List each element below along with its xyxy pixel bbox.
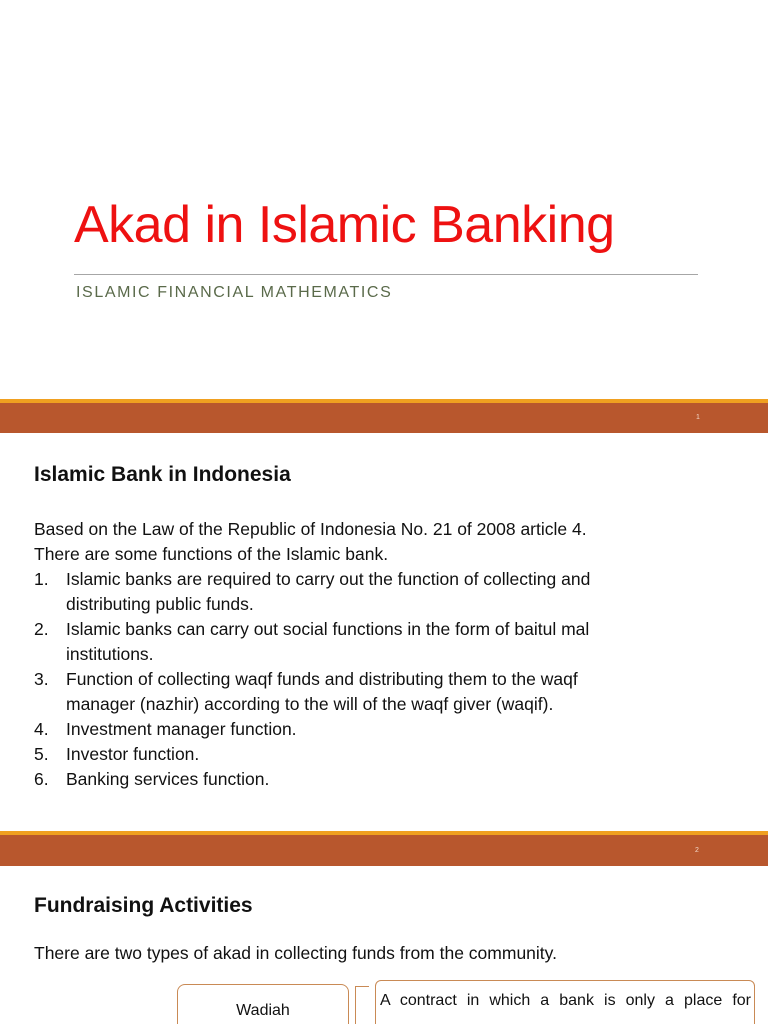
title-slide <box>0 0 768 400</box>
list-item <box>34 742 590 767</box>
akad-type-box <box>177 984 349 1024</box>
functions-list <box>34 567 590 792</box>
section-heading: Islamic Bank in Indonesia <box>34 463 291 486</box>
definition-box <box>375 980 755 1024</box>
list-number: 2. <box>34 619 49 639</box>
page-number: 2 <box>695 847 699 854</box>
list-number: 6. <box>34 769 49 789</box>
intro-paragraph <box>34 517 587 567</box>
list-item <box>34 717 590 742</box>
fundraising-slide <box>0 866 768 1024</box>
list-item <box>34 617 590 667</box>
list-item <box>34 767 590 792</box>
list-text-line: Islamic banks are required to carry out the function of collecting and <box>66 569 591 589</box>
list-number: 5. <box>34 744 49 764</box>
list-number: 1. <box>34 569 49 589</box>
list-text-line: manager (nazhir) according to the will of the waqf giver (waqif). <box>66 694 554 714</box>
list-number: 3. <box>34 669 49 689</box>
list-text: Investor function. <box>66 744 200 764</box>
list-item <box>34 567 590 617</box>
list-text: Investment manager function. <box>66 719 297 739</box>
slide-subtitle: ISLAMIC FINANCIAL MATHEMATICS <box>76 284 393 301</box>
intro-paragraph: There are two types of akad in collecting funds from the community. <box>34 943 557 963</box>
slide-separator <box>0 835 768 866</box>
list-text-line: Islamic banks can carry out social functions in the form of baitul mal <box>66 619 590 639</box>
connector-bracket <box>355 986 369 1024</box>
page-number: 1 <box>696 414 700 421</box>
list-text <box>66 617 589 667</box>
list-text-line: distributing public funds. <box>66 594 254 614</box>
section-heading: Fundraising Activities <box>34 894 253 917</box>
definition-text: A contract in which a bank is only a place for <box>380 992 751 1009</box>
intro-line: There are some functions of the Islamic bank. <box>34 544 389 564</box>
intro-line: Based on the Law of the Republic of Indonesia No. 21 of 2008 article 4. <box>34 519 587 539</box>
list-text <box>66 667 578 717</box>
slide-title: Akad in Islamic Banking <box>74 196 615 254</box>
list-item <box>34 667 590 717</box>
list-text-line: institutions. <box>66 644 154 664</box>
functions-slide <box>0 433 768 831</box>
list-text <box>66 567 590 617</box>
slide-separator <box>0 403 768 433</box>
akad-type-label: Wadiah <box>236 1002 290 1019</box>
list-text-line: Function of collecting waqf funds and distributing them to the waqf <box>66 669 578 689</box>
list-text: Banking services function. <box>66 769 270 789</box>
list-number: 4. <box>34 719 49 739</box>
title-divider <box>74 274 698 275</box>
